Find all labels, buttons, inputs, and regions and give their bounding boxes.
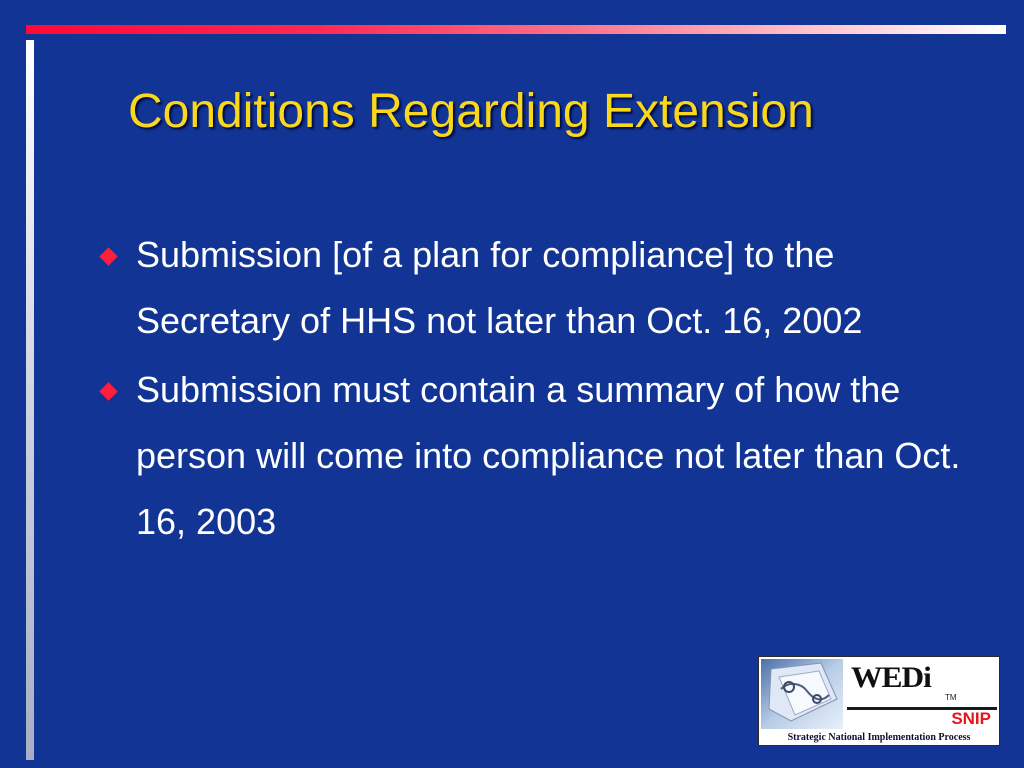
logo-wordmark: WEDi [851, 661, 931, 694]
logo-trademark: TM [945, 693, 957, 702]
logo-snip-badge: SNIP [951, 709, 991, 728]
logo-graphic-icon [761, 659, 843, 729]
bullet-text: Submission must contain a summary of how the person will come into compliance not later than Oct. 16, 2003 [136, 369, 961, 542]
bullet-text: Submission [of a plan for compliance] to the Secretary of HHS not later than Oct. 16, 2002 [136, 234, 863, 341]
diamond-bullet-icon [99, 382, 117, 400]
bullet-item [98, 357, 978, 555]
left-accent-bar [26, 40, 34, 760]
slide-title: Conditions Regarding Extension [128, 85, 814, 138]
wedi-snip-logo [758, 656, 1000, 746]
logo-tagline: Strategic National Implementation Process [787, 732, 971, 743]
top-accent-bar [26, 25, 1006, 34]
bullet-item [98, 222, 978, 354]
diamond-bullet-icon [99, 247, 117, 265]
bullet-list [98, 222, 978, 558]
